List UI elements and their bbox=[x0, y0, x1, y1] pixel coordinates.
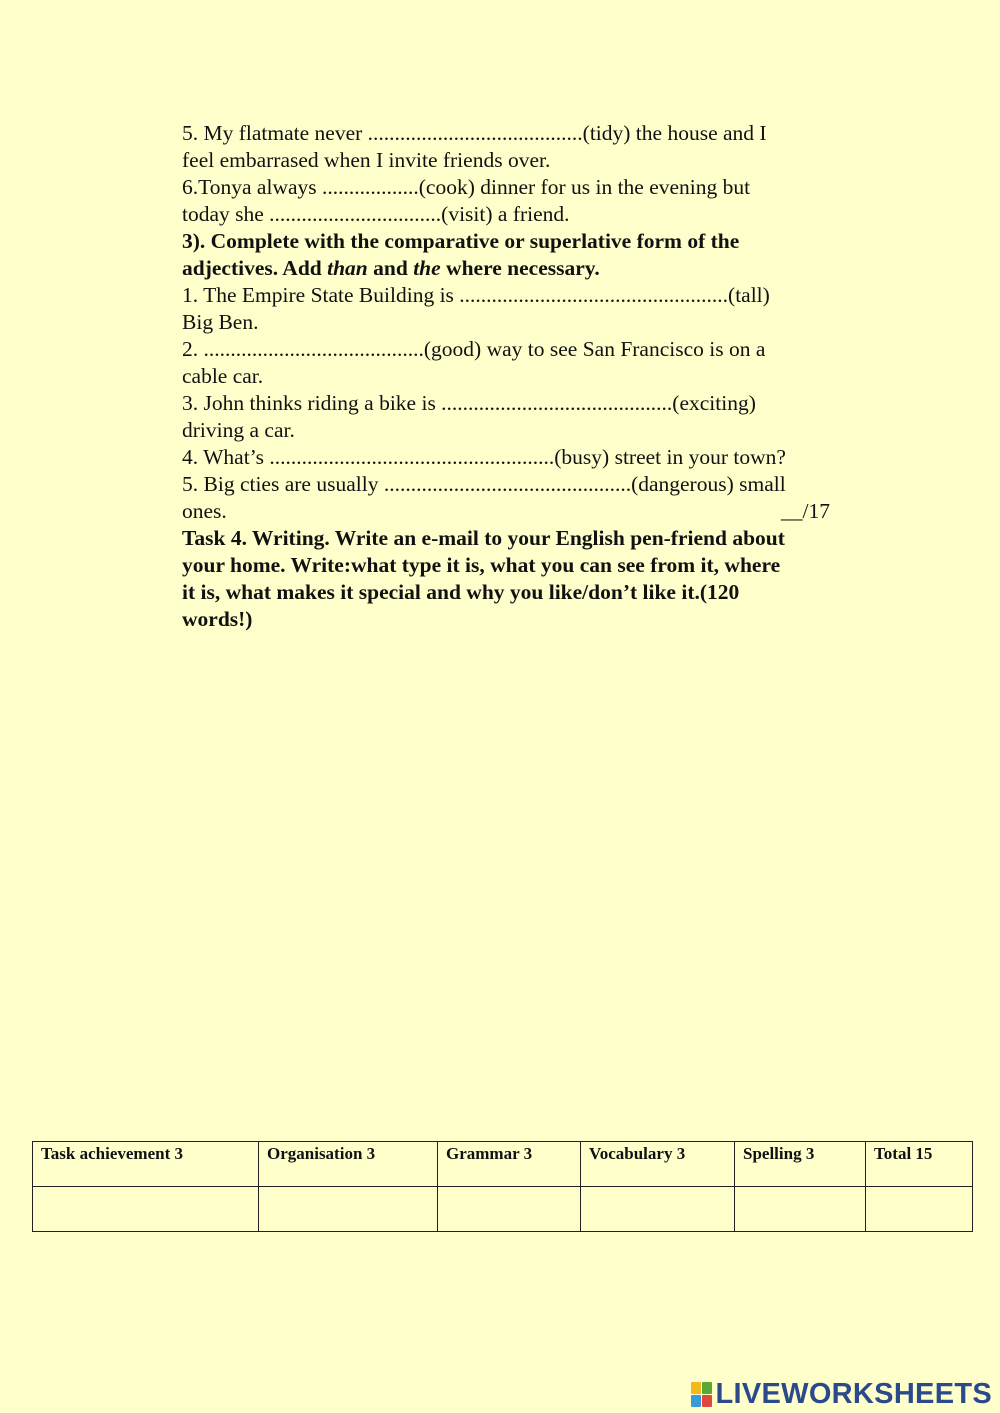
task3-heading-than: than bbox=[327, 256, 368, 280]
task3-item3-line1: 3. John thinks riding a bike is ...........................................(exciting) bbox=[182, 391, 756, 415]
task3-item1-line1: 1. The Empire State Building is ..................................................(tall) bbox=[182, 283, 770, 307]
rubric-score-vocabulary[interactable] bbox=[581, 1187, 735, 1232]
rubric-score-row bbox=[33, 1187, 973, 1232]
task3-score: __/17 bbox=[781, 499, 830, 523]
task3-item5-line1: 5. Big cties are usually ..............................................(dangerous) small bbox=[182, 472, 786, 496]
task4-line2: your home. Write:what type it is, what you can see from it, where bbox=[182, 553, 781, 577]
task3-item4: 4. What’s .....................................................(busy) street in your town? bbox=[182, 445, 786, 469]
rubric-header-row bbox=[33, 1142, 973, 1187]
rubric-score-grammar[interactable] bbox=[438, 1187, 581, 1232]
rubric-score-spelling[interactable] bbox=[735, 1187, 866, 1232]
task3-item2-line2: cable car. bbox=[182, 364, 264, 388]
exercise2-item5-line2: feel embarrased when I invite friends over. bbox=[182, 148, 551, 172]
task3-heading-the: the bbox=[413, 256, 441, 280]
liveworksheets-logo[interactable] bbox=[691, 1378, 993, 1411]
task3-item5-end: ones. bbox=[182, 499, 227, 523]
task3-heading-line2 bbox=[182, 255, 852, 282]
exercise2-item5-line1: 5. My flatmate never ........................................(tidy) the house and I bbox=[182, 121, 767, 145]
exercise2-item6-line1: 6.Tonya always ..................(cook) dinner for us in the evening but bbox=[182, 175, 751, 199]
task3-item1-line2: Big Ben. bbox=[182, 310, 259, 334]
rubric-header-grammar: Grammar 3 bbox=[438, 1142, 581, 1187]
logo-text: LIVEWORKSHEETS bbox=[715, 1378, 992, 1410]
task3-heading-text: and bbox=[367, 256, 414, 280]
task3-heading-line1: 3). Complete with the comparative or superlative form of the bbox=[182, 229, 740, 253]
logo-square-icon bbox=[691, 1382, 701, 1394]
rubric-score-task-achievement[interactable] bbox=[33, 1187, 259, 1232]
rubric-header-vocabulary: Vocabulary 3 bbox=[581, 1142, 735, 1187]
task4-line4: words!) bbox=[182, 607, 253, 631]
liveworksheets-mark-icon bbox=[691, 1382, 712, 1407]
task3-item5-line2 bbox=[182, 498, 852, 525]
rubric-header-total: Total 15 bbox=[866, 1142, 973, 1187]
rubric-score-organisation[interactable] bbox=[259, 1187, 438, 1232]
task4-line3: it is, what makes it special and why you like/don’t like it.(120 bbox=[182, 580, 740, 604]
task3-item2-line1: 2. .........................................(good) way to see San Francisco is on a bbox=[182, 337, 766, 361]
task4-line1: Task 4. Writing. Write an e-mail to your English pen-friend about bbox=[182, 526, 785, 550]
task3-heading-text: where necessary. bbox=[440, 256, 600, 280]
logo-square-icon bbox=[702, 1395, 712, 1407]
task3-item3-line2: driving a car. bbox=[182, 418, 295, 442]
rubric-table bbox=[32, 1141, 973, 1232]
rubric-score-total[interactable] bbox=[866, 1187, 973, 1232]
rubric-header-task-achievement: Task achievement 3 bbox=[33, 1142, 259, 1187]
logo-square-icon bbox=[702, 1382, 712, 1394]
rubric-header-spelling: Spelling 3 bbox=[735, 1142, 866, 1187]
rubric-header-organisation: Organisation 3 bbox=[259, 1142, 438, 1187]
exercise2-item6-line2: today she ................................(visit) a friend. bbox=[182, 202, 570, 226]
worksheet-content bbox=[182, 120, 852, 633]
logo-square-icon bbox=[691, 1395, 701, 1407]
task3-heading-text: adjectives. Add bbox=[182, 256, 328, 280]
